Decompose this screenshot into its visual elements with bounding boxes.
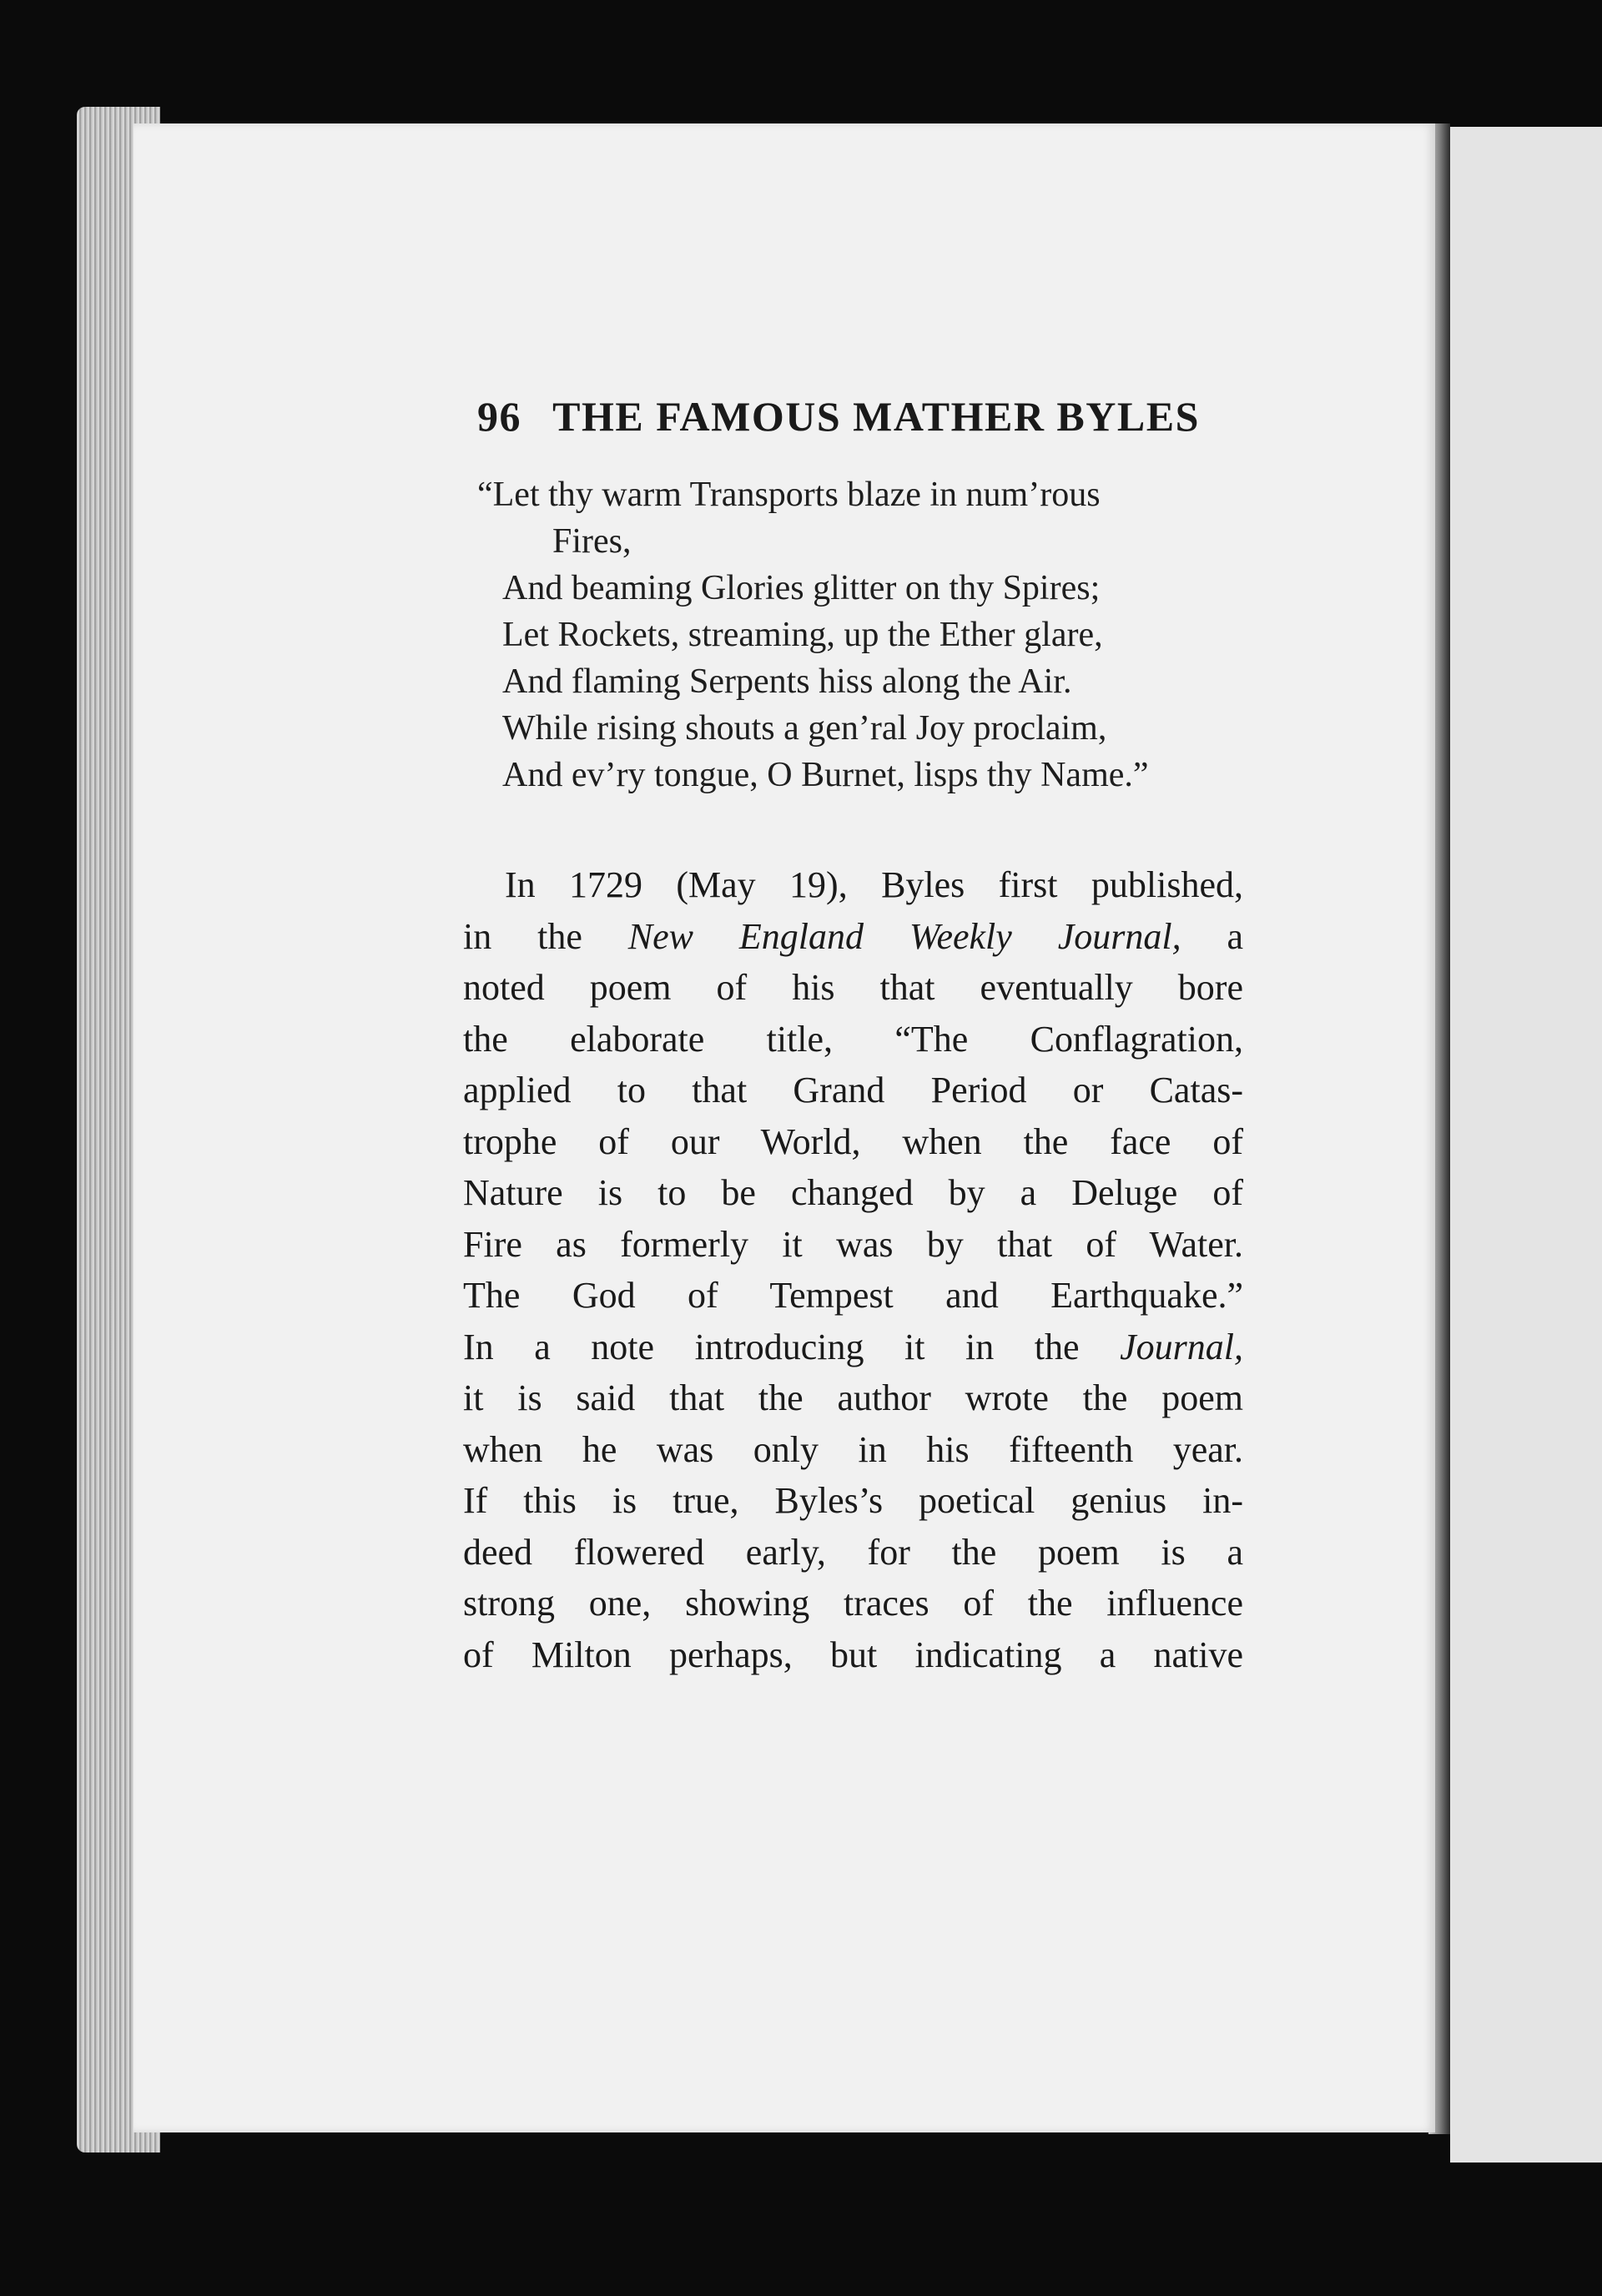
paragraph-line: trophe of our World, when the face of — [463, 1120, 1243, 1162]
paragraph-line: of Milton perhaps, but indicating a native — [463, 1634, 1243, 1675]
journal-title: New England Weekly Journal, — [627, 915, 1181, 957]
verse-line: While rising shouts a gen’ral Joy proclaim, — [502, 709, 1107, 748]
running-title: THE FAMOUS MATHER BYLES — [552, 393, 1200, 440]
verse-line: And beaming Glories glitter on thy Spires; — [502, 569, 1101, 607]
paragraph-line: The God of Tempest and Earthquake.” — [463, 1275, 1243, 1316]
paragraph-line: deed flowered early, for the poem is a — [463, 1531, 1243, 1573]
verse-quotation — [477, 471, 1262, 798]
paragraph-line: Fire as formerly it was by that of Water. — [463, 1223, 1243, 1265]
body-paragraph — [463, 859, 1243, 1680]
paragraph-line: the elaborate title, “The Conflagration, — [463, 1018, 1243, 1060]
text-run: in the — [463, 915, 628, 957]
verse-line: Let Rockets, streaming, up the Ether glare, — [502, 616, 1103, 654]
paragraph-line — [463, 911, 1243, 963]
verse-line: “Let thy warm Transports blaze in num’rous — [477, 476, 1101, 514]
paragraph-line: noted poem of his that eventually bore — [463, 967, 1243, 1008]
paragraph-line: applied to that Grand Period or Catas- — [463, 1070, 1243, 1110]
text-run: In a note introducing it in the — [463, 1326, 1121, 1367]
journal-title: Journal, — [1120, 1326, 1243, 1367]
paragraph-line: In 1729 (May 19), Byles first published, — [505, 864, 1243, 905]
verse-line: Fires, — [552, 522, 632, 561]
running-head — [477, 392, 1200, 441]
paragraph-line: Nature is to be changed by a Deluge of — [463, 1172, 1243, 1213]
paragraph-line — [463, 1322, 1243, 1373]
page-number: 96 — [477, 393, 521, 440]
paragraph-line: when he was only in his fifteenth year. — [463, 1428, 1243, 1470]
paragraph-line: strong one, showing traces of the influence — [463, 1583, 1243, 1624]
verse-line: And flaming Serpents hiss along the Air. — [502, 662, 1072, 701]
facing-page — [1450, 127, 1602, 2163]
text-run: a — [1181, 915, 1243, 957]
verse-line: And ev’ry tongue, O Burnet, lisps thy Name.” — [502, 756, 1149, 794]
paragraph-line: If this is true, Byles’s poetical genius in- — [463, 1480, 1243, 1521]
paragraph-line: it is said that the author wrote the poem — [463, 1377, 1243, 1418]
